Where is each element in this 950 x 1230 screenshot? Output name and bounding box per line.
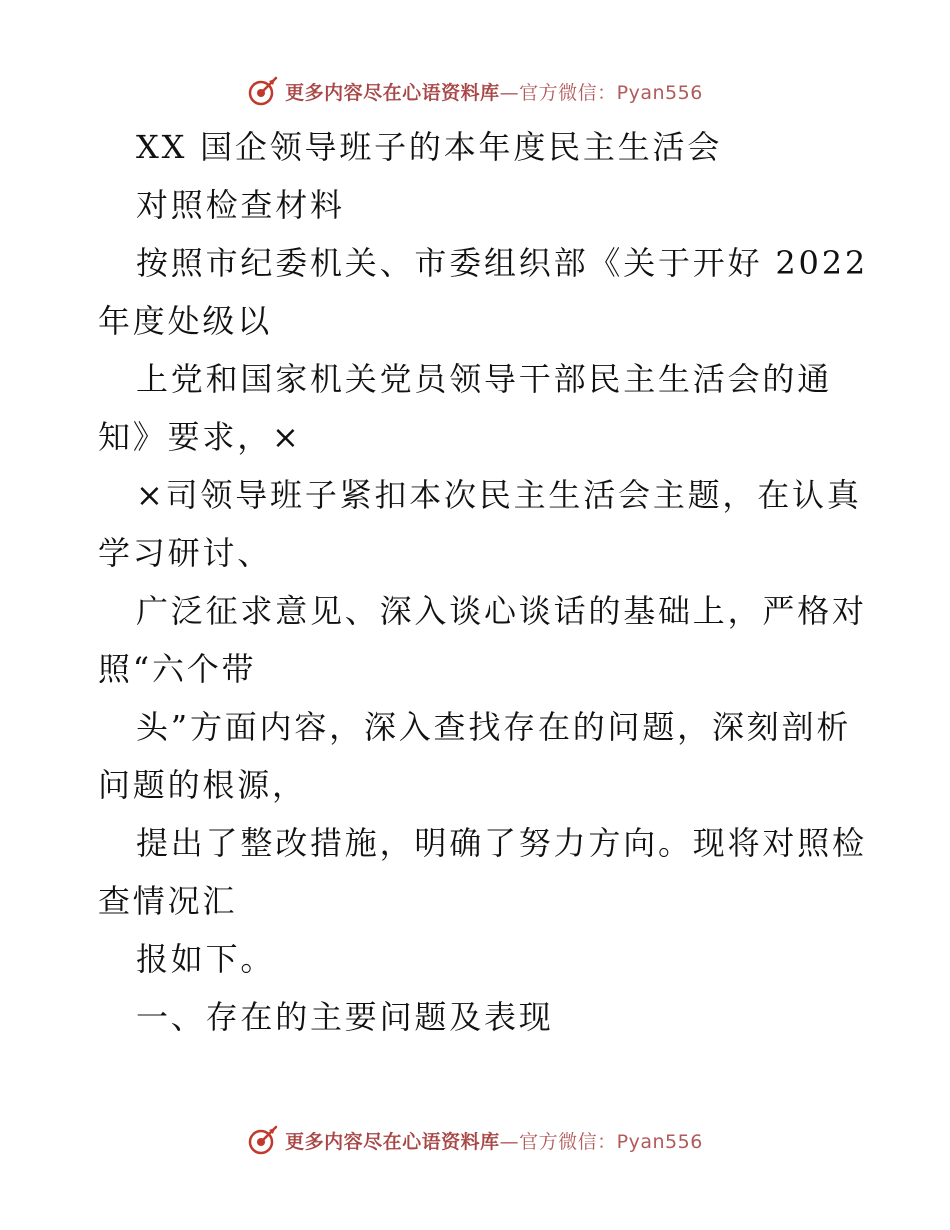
- quill-logo-icon: [247, 1124, 279, 1156]
- paragraph-line: 上党和国家机关党员领导干部民主生活会的通: [136, 360, 833, 398]
- quill-logo-icon: [247, 75, 279, 107]
- watermark-suffix: —官方微信：Pyan556: [499, 1130, 703, 1153]
- paragraph-line: 年度处级以: [98, 302, 273, 340]
- doc-title-line-1: XX 国企领导班子的本年度民主生活会: [136, 128, 723, 166]
- paragraph-line: 问题的根源，: [98, 766, 307, 804]
- section-heading: 一、存在的主要问题及表现: [136, 998, 554, 1036]
- watermark-brand: 更多内容尽在心语资料库: [285, 81, 500, 104]
- paragraph-line: 知》要求，×: [98, 418, 302, 456]
- paragraph-line: 学习研讨、: [98, 534, 273, 572]
- doc-title-line-2: 对照检查材料: [136, 186, 345, 224]
- paragraph-line: ×司领导班子紧扣本次民主生活会主题，在认真: [136, 476, 862, 514]
- watermark-text: [285, 78, 703, 105]
- paragraph-line: 头”方面内容，深入查找存在的问题，深刻剖析: [136, 708, 852, 746]
- paragraph-line: 广泛征求意见、深入谈心谈话的基础上，严格对: [136, 592, 867, 630]
- paragraph-line: 照“六个带: [98, 650, 257, 688]
- watermark-footer: [0, 1120, 950, 1160]
- paragraph-line: 提出了整改措施，明确了努力方向。现将对照检: [136, 824, 867, 862]
- paragraph-line: 报如下。: [136, 940, 276, 978]
- watermark-brand: 更多内容尽在心语资料库: [285, 1130, 500, 1153]
- watermark-header: [0, 71, 950, 111]
- watermark-suffix: —官方微信：Pyan556: [499, 81, 703, 104]
- paragraph-line: 查情况汇: [98, 882, 238, 920]
- paragraph-line: 按照市纪委机关、市委组织部《关于开好 2022: [136, 244, 869, 282]
- watermark-text: [285, 1127, 703, 1154]
